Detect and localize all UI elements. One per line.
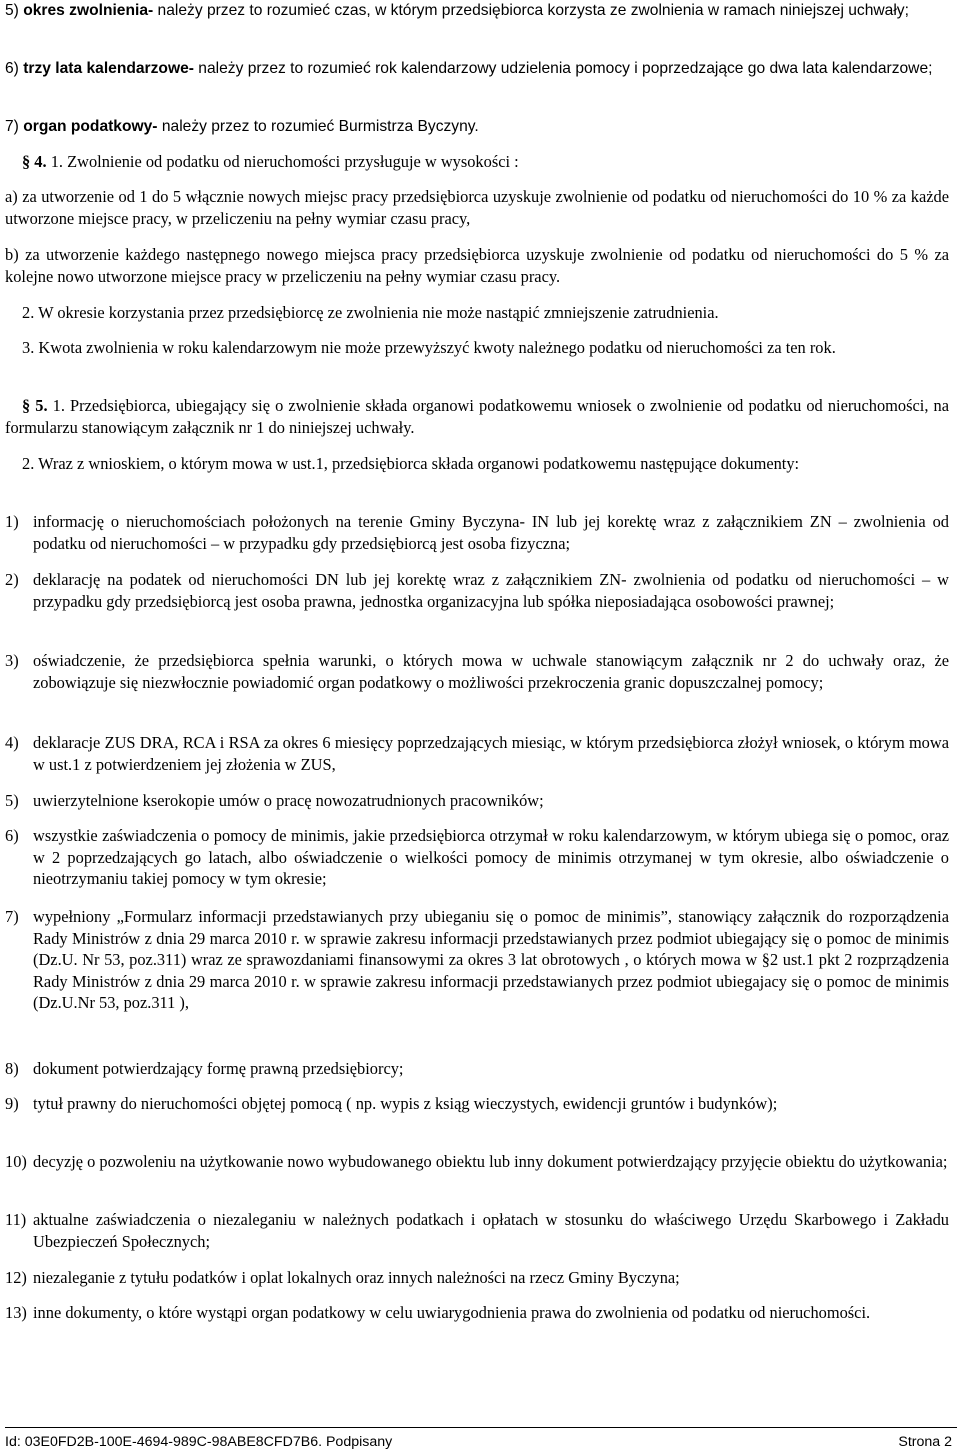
- document-list-item-1: 1) informację o nieruchomościach położonych na terenie Gminy Byczyna- IN lub jej korektę wraz z załącznikiem ZN – zwolnienia od podatku od nieruchomości – w przypadku gdy przedsiębiorcą jest osoba fizyczna;: [5, 512, 949, 553]
- section-4-paragraph-2: 2. W okresie korzystania przez przedsiębiorcę ze zwolnienia nie może nastąpić zmniejszenie zatrudnienia.: [22, 303, 719, 322]
- section-4-label: § 4.: [22, 152, 47, 171]
- footer-page-number: Strona 2: [898, 1434, 952, 1450]
- section-5-paragraph-1: § 5. 1. Przedsiębiorca, ubiegający się o zwolnienie składa organowi podatkowemu wniosek o zwolnienie od podatku od nieruchomości, na formularzu stanowiącym załącznik nr 1 do niniejszej uchwały.: [5, 396, 949, 437]
- definition-text: należy przez to rozumieć rok kalendarzowy udzielenia pomocy i poprzedzające go dwa lata kalendarzowe;: [193, 60, 933, 77]
- document-list-item-6: 6) wszystkie zaświadczenia o pomocy de minimis, jakie przedsiębiorca otrzymał w roku kalendarzowym, w którym ubiega się o pomoc, oraz w 2 poprzedzających go latach, albo oświadczenie o wielkości pomocy de minimis otrzymanej w tym okresie, albo oświadczenie o nieotrzymaniu takiej pomocy w tym okresie;: [5, 826, 949, 889]
- document-list-item-8: 8) dokument potwierdzający formę prawną przedsiębiorcy;: [5, 1059, 404, 1078]
- document-list-item-10: 10) decyzję o pozwoleniu na użytkowanie nowo wybudowanego obiektu lub inny dokument potwierdzający przyjęcie obiektu do użytkowania;: [5, 1152, 948, 1171]
- paragraph-text: Zwolnienie od podatku od nieruchomości przysługuje w wysokości :: [67, 152, 519, 171]
- definition-5: [5, 0, 949, 22]
- definition-6: [5, 58, 949, 80]
- section-4-point-a: a) za utworzenie od 1 do 5 włącznie nowych miejsc pracy przedsiębiorca uzyskuje zwolnienie od podatku od nieruchomości do 10 % za każde utworzone miejsce pracy, w przeliczeniu na pełny wymiar czasu pracy,: [5, 187, 949, 228]
- document-list-item-7: 7) wypełniony „Formularz informacji przedstawianych przy ubieganiu się o pomoc de minimis”, stanowiący załącznik do rozporządzenia Rady Ministrów z dnia 29 marca 2010 r. w sprawie zakresu informacji przedstawianych przez podmiot ubiegający się o pomoc de minimis (Dz.U. Nr 53, poz.311) wraz ze sprawozdaniami finansowymi za okres 3 lat obrotowych , o których mowa w §2 ust.1 pkt 2 rozprządzenia Rady Ministrów z dnia 29 marca 2010 r. w sprawie zakresu informacji przedstawianych przez podmiot ubiegajacy się o pomoc de minimis (Dz.U.Nr 53, poz.311 ),: [5, 907, 949, 1013]
- footer-document-id: Id: 03E0FD2B-100E-4694-989C-98ABE8CFD7B6. Podpisany: [5, 1434, 393, 1450]
- document-list-item-9: 9) tytuł prawny do nieruchomości objętej pomocą ( np. wypis z ksiąg wieczystych, ewidencji gruntów i budynków);: [5, 1094, 778, 1113]
- definition-text: należy przez to rozumieć Burmistrza Byczyny.: [157, 118, 479, 135]
- definition-number: 7): [5, 118, 19, 135]
- document-list-item-2: 2) deklarację na podatek od nieruchomości DN lub jej korektę wraz z załącznikiem ZN- zwolnienia od podatku od nieruchomości – w przypadku gdy przedsiębiorcą jest osoba prawna, jednostka organizacyjna lub spółka nieposiadająca osobowości prawnej;: [5, 570, 949, 611]
- document-list-item-5: 5) uwierzytelnione kserokopie umów o pracę nowozatrudnionych pracowników;: [5, 791, 544, 810]
- section-4-point-b: b) za utworzenie każdego następnego nowego miejsca pracy przedsiębiorca uzyskuje zwolnienie od podatku od nieruchomości do 5 % za kolejne nowo utworzone miejsce pracy w przeliczeniu na pełny wymiar czasu pracy.: [5, 245, 949, 286]
- definition-text: należy przez to rozumieć czas, w którym przedsiębiorca korzysta ze zwolnienia w ramach niniejszej uchwały;: [153, 2, 909, 19]
- footer-divider: [5, 1427, 957, 1428]
- document-list-item-4: 4) deklaracje ZUS DRA, RCA i RSA za okres 6 miesięcy poprzedzających miesiąc, w którym przedsiębiorca złożył wniosek, o którym mowa w ust.1 z potwierdzeniem jej złożenia w ZUS,: [5, 733, 949, 774]
- document-list-item-3: 3) oświadczenie, że przedsiębiorca spełnia warunki, o których mowa w uchwale stanowiącym załącznik nr 2 do uchwały oraz, że zobowiązuje się niezwłocznie powiadomić organ podatkowy o możliwości przekroczenia granic dopuszczalnej pomocy;: [5, 651, 949, 692]
- definition-term: organ podatkowy-: [23, 118, 158, 135]
- definition-term: trzy lata kalendarzowe-: [23, 60, 194, 77]
- section-4-paragraph-3: 3. Kwota zwolnienia w roku kalendarzowym nie może przewyższyć kwoty należnego podatku od nieruchomości za ten rok.: [22, 338, 836, 357]
- definition-7: [5, 116, 949, 138]
- definition-number: 6): [5, 60, 19, 77]
- definition-number: 5): [5, 2, 19, 19]
- document-list-item-11: 11) aktualne zaświadczenia o niezaleganiu w należnych podatkach i opłatach w stosunku do właściwego Urzędu Skarbowego i Zakładu Ubezpieczeń Społecznych;: [5, 1210, 949, 1251]
- section-5-label: § 5.: [22, 396, 48, 415]
- document-list-item-12: 12) niezaleganie z tytułu podatków i oplat lokalnych oraz innych należności na rzecz Gminy Byczyna;: [5, 1268, 680, 1287]
- paragraph-number: 1.: [50, 152, 63, 171]
- section-5-paragraph-2: 2. Wraz z wnioskiem, o którym mowa w ust.1, przedsiębiorca składa organowi podatkowemu następujące dokumenty:: [22, 454, 800, 473]
- document-list-item-13: 13) inne dokumenty, o które wystąpi organ podatkowy w celu uwiarygodnienia prawa do zwolnienia od podatku od nieruchomości.: [5, 1303, 871, 1322]
- definition-term: okres zwolnienia-: [23, 2, 154, 19]
- section-4-paragraph-1: [5, 151, 949, 173]
